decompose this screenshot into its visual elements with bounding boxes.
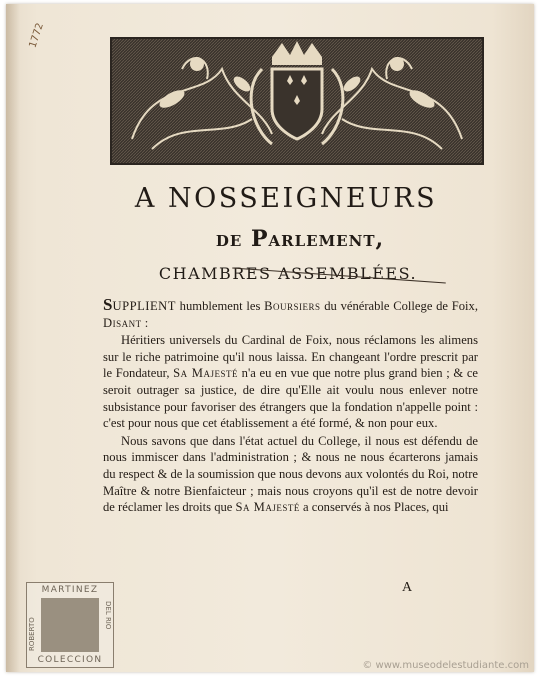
document-subtitle: de Parlement, [215,226,385,252]
catchword: A [402,580,413,595]
stamp-bottom-text: COLECCION [37,655,103,665]
stamp-top-text: MARTINEZ [41,585,99,595]
paragraph-1: SUPPLIENT humblement les Boursiers du vénérable College de Foix, Disant : [103,295,478,330]
paragraph-3: Nous savons que dans l'état actuel du College, il nous est défendu de nous immiscer dans l'administration ; & nous ne nous écarterons jamais du respect & de la soumission que nous devons aux volontés du Roi, notre Maître & notre Bienfaicteur ; mais nous croyons qu'il est de notre devoir de réclamer les droits que Sa Majesté a conservés à nos Places, qui [103,433,478,515]
document-subheading: CHAMBRES ASSEMBLÉES. [158,264,418,283]
stamp-left-text: ROBERTO [28,617,36,651]
stamp-right-text: DEL RIO [104,601,112,630]
binding-edge [6,4,20,672]
drop-cap: S [103,295,113,314]
collection-stamp [26,582,114,668]
handwritten-note: 1772 [27,21,46,50]
stamp-figure-image [41,598,99,652]
document-title: A NOSSEIGNEURS [134,183,438,214]
body-text [103,297,478,516]
paragraph-2: Héritiers universels du Cardinal de Foix, nous réclamons les alimens sur le riche patrimoine qu'il nous laissa. En changeant l'ordre prescrit par le Fondateur, Sa Majesté n'a eu en vue que notre plus grand bien ; & ce seroit outrager sa justice, de dire qu'Elle ait voulu nous enlever notre subsistance pour favoriser des étrangers que la fondation n'appelle point : c'est pour nous que cet établissement a été formé, & non pour eux. [103,333,479,431]
royal-arms-engraving [112,39,482,163]
website-watermark: © www.museodelestudiante.com [362,660,529,671]
engraved-vignette [110,37,484,165]
